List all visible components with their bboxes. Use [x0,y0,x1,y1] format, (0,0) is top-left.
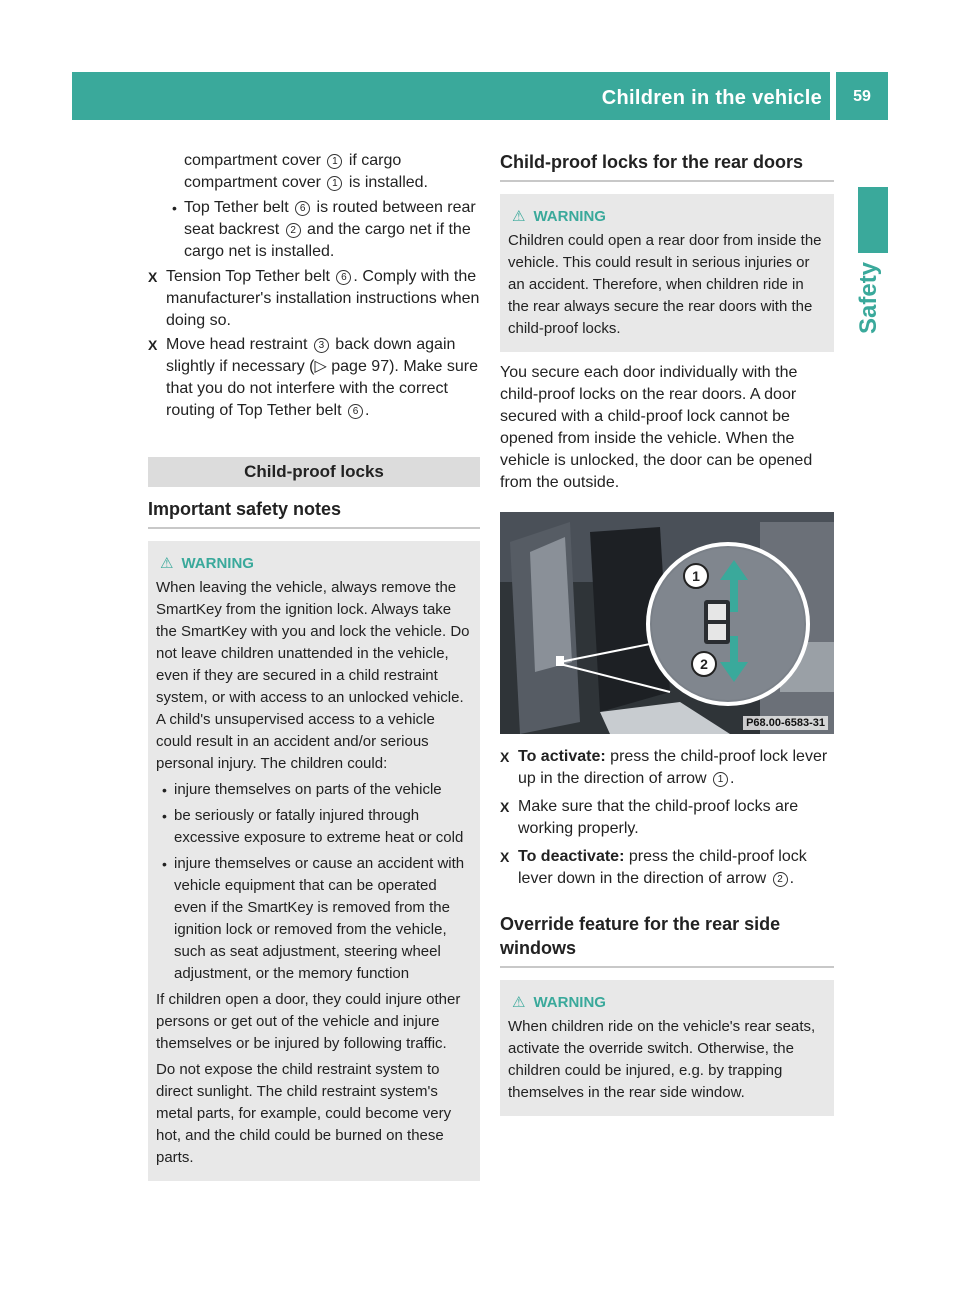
warning-text: Do not expose the child restraint system to direct sunlight. The child restraint system's metal parts, for example, could become very hot, and the child could be burned on these parts. [156,1061,452,1166]
section-title: Child-proof locks [148,457,480,487]
figure-callout-2: 2 [700,656,708,672]
step-arrow-icon: X [148,337,158,353]
child-lock-figure [500,512,834,734]
warning-text: Children could open a rear door from inside the vehicle. This could result in serious injuries or an accident. Therefore, when children ride in the rear always secure the rear doors with the child-proof locks. [508,232,822,337]
callout-number: 6 [295,201,310,216]
list-item: • injure themselves on parts of the vehicle [162,781,442,798]
warning-title: ⚠ WARNING [508,206,826,228]
warning-box [500,980,834,1116]
page-number: 59 [853,88,871,105]
page-reference-link[interactable]: ▷ page 97 [314,358,390,375]
list-item: • injure themselves or cause an accident with vehicle equipment that can be operated even if the SmartKey is removed from the ignition lock or removed from the vehicle, such as seat adjustment, steering wheel adjustment, or the memory function [162,855,465,982]
figure-code: P68.00-6583-31 [743,716,828,730]
door-illustration [500,512,834,734]
instruction-step: X Make sure that the child-proof locks are working properly. [500,798,799,837]
callout-number: 1 [327,176,342,191]
warning-triangle-icon: ⚠ [160,555,174,572]
callout-number: 6 [348,404,363,419]
body-paragraph: You secure each door individually with the child-proof locks on the rear doors. A door secured with a child-proof lock cannot be opened from inside the vehicle. When the vehicle is unlocked, the door can be opened from the outside. [500,364,813,491]
callout-number: 1 [327,154,342,169]
side-tab [850,260,896,340]
list-item: • be seriously or fatally injured through excessive exposure to extreme heat or cold [162,807,464,846]
warning-text: When leaving the vehicle, always remove the SmartKey from the ignition lock. Always take the SmartKey with you and lock the vehicle. Do not leave children unattended in the vehicle, even if they are secured in a child restraint system, or with access to an unlocked vehicle. A child's unsupervised access to a vehicle could result in an accident and/or serious personal injury. The children could: [156,579,470,772]
right-column [500,150,834,1116]
figure-callout-1: 1 [692,568,700,584]
instruction-step: X Move head restraint 3 back down again slightly if necessary (▷ page 97). Make sure that you do not interfere with the correct routing of Top Tether belt 6 . [148,336,479,419]
warning-box [148,541,480,1181]
instruction-step: X Tension Top Tether belt 6 . Comply with the manufacturer's installation instructions when doing so. [148,268,480,329]
step-arrow-icon: X [500,849,510,865]
step-arrow-icon: X [500,799,510,815]
warning-text: If children open a door, they could injure other persons or get out of the vehicle and injure themselves or be injured by following traffic. [156,991,461,1052]
warning-triangle-icon: ⚠ [512,994,526,1011]
callout-number: 3 [314,338,329,353]
warning-box [500,194,834,352]
step-arrow-icon: X [500,749,510,765]
step-arrow-icon: X [148,269,158,285]
callout-number: 6 [336,270,351,285]
warning-triangle-icon: ⚠ [512,208,526,225]
warning-title: ⚠ WARNING [508,992,826,1014]
callout-number: 2 [773,872,788,887]
left-column [148,150,480,1181]
section-heading: Override feature for the rear side windows [500,912,834,968]
continued-text: compartment cover 1 if cargo compartment cover 1 is installed. [184,152,428,191]
warning-title: ⚠ WARNING [156,553,472,575]
warning-text: When children ride on the vehicle's rear seats, activate the override switch. Otherwise, the children could be injured, e.g. by trapping themselves in the rear side window. [508,1018,816,1101]
side-tab-label: Safety [855,261,882,334]
chapter-title: Children in the vehicle [601,87,822,109]
instruction-step: X To activate: press the child-proof lock lever up in the direction of arrow 1 . [500,748,828,787]
section-heading: Child-proof locks for the rear doors [500,150,834,182]
side-tab-marker [858,187,888,253]
list-item: • Top Tether belt 6 is routed between rear seat backrest 2 and the cargo net if the cargo net is installed. [172,199,476,260]
callout-number: 2 [286,223,301,238]
callout-number: 1 [713,772,728,787]
subheading: Important safety notes [148,497,480,529]
instruction-step: X To deactivate: press the child-proof lock lever down in the direction of arrow 2 . [500,848,807,887]
